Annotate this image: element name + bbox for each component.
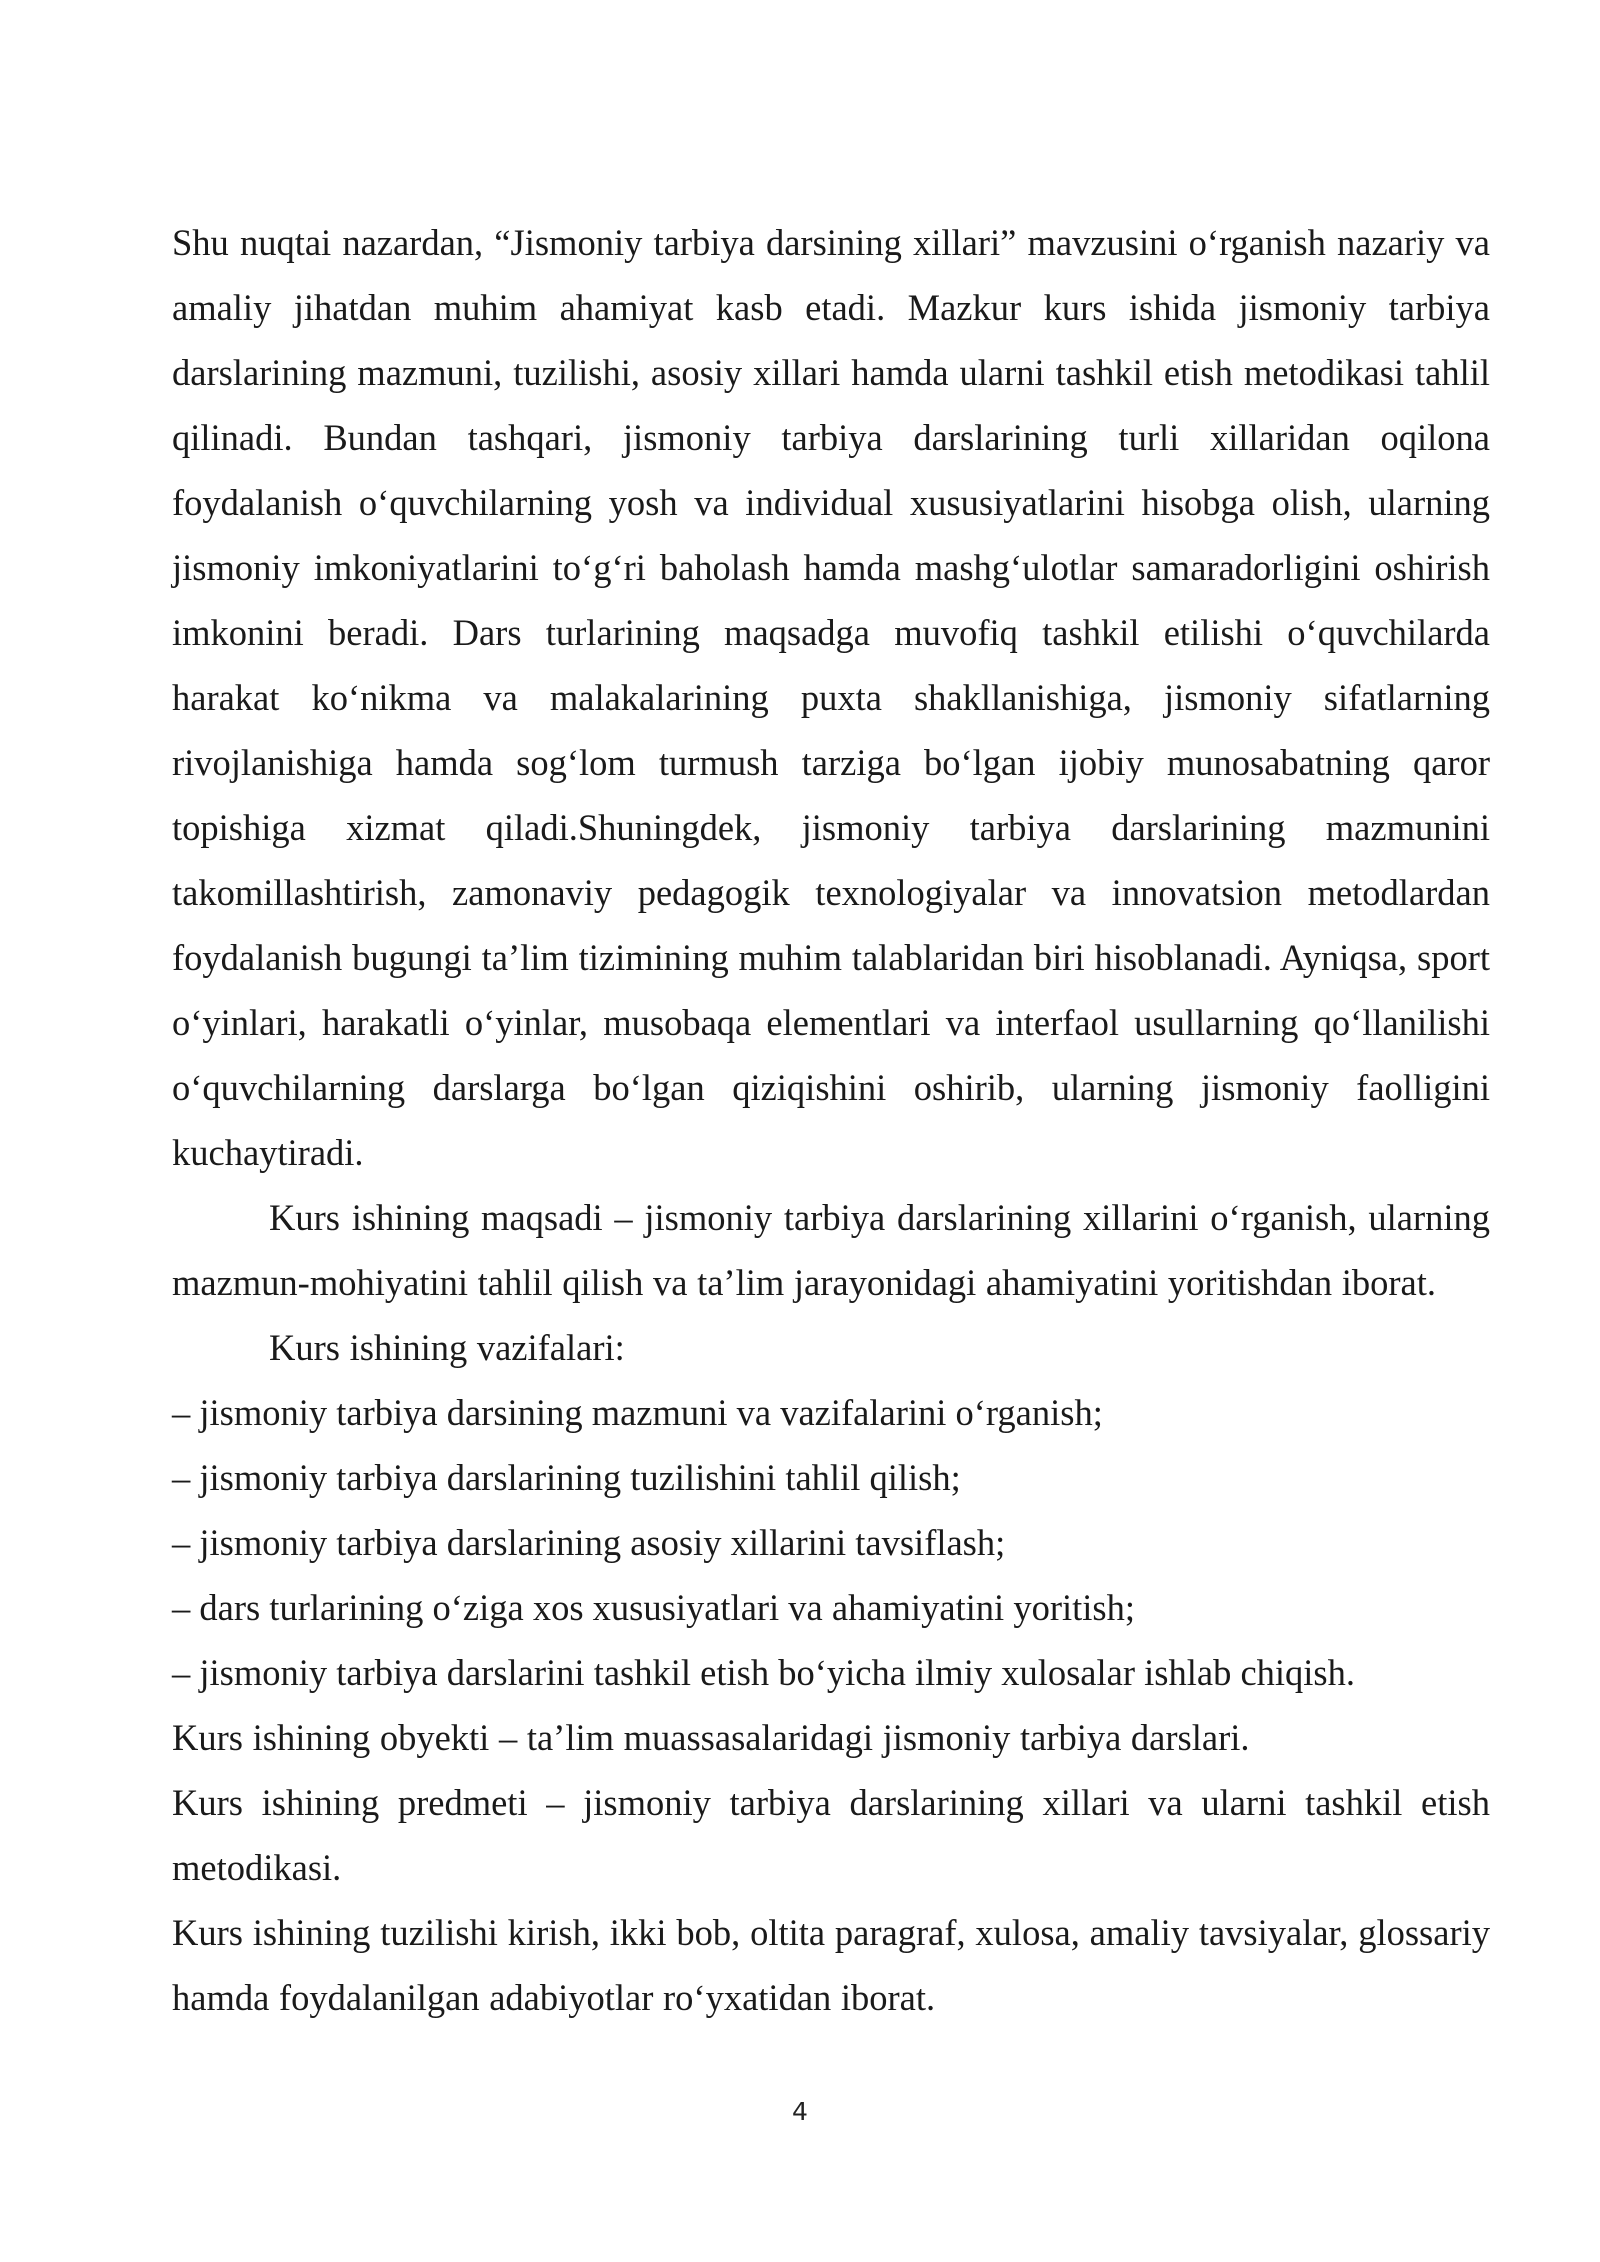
object-paragraph: Kurs ishining obyekti – ta’lim muassasalaridagi jismoniy tarbiya darslari. (172, 1717, 1250, 1758)
tasks-heading: Kurs ishining vazifalari: (269, 1327, 625, 1368)
document-body (172, 210, 1490, 2030)
task-item: – jismoniy tarbiya darslarini tashkil etish bo‘yicha ilmiy xulosalar ishlab chiqish. (172, 1652, 1356, 1693)
task-item: – dars turlarining o‘ziga xos xususiyatlari va ahamiyatini yoritish; (172, 1587, 1135, 1628)
purpose-paragraph: Kurs ishining maqsadi – jismoniy tarbiya darslarining xillarini o‘rganish, ularning mazmun-mohiyatini tahlil qilish va ta’lim jarayonidagi ahamiyatini yoritishdan iborat. (172, 1197, 1490, 1303)
task-item: – jismoniy tarbiya darsining mazmuni va vazifalarini o‘rganish; (172, 1392, 1103, 1433)
task-item: – jismoniy tarbiya darslarining asosiy xillarini tavsiflash; (172, 1522, 1006, 1563)
intro-paragraph: Shu nuqtai nazardan, “Jismoniy tarbiya darsining xillari” mavzusini o‘rganish nazariy va amaliy jihatdan muhim ahamiyat kasb etadi. Mazkur kurs ishida jismoniy tarbiya darslarining mazmuni, tuzilishi, asosiy xillari hamda ularni tashkil etish metodikasi tahlil qilinadi. Bundan tashqari, jismoniy tarbiya darslarining turli xillaridan oqilona foydalanish o‘quvchilarning yosh va individual xususiyatlarini hisobga olish, ularning jismoniy imkoniyatlarini to‘g‘ri baholash hamda mashg‘ulotlar samaradorligini oshirish imkonini beradi. Dars turlarining maqsadga muvofiq tashkil etilishi o‘quvchilarda harakat ko‘nikma va malakalarining puxta shakllanishiga, jismoniy sifatlarning rivojlanishiga hamda sog‘lom turmush tarziga bo‘lgan ijobiy munosabatning qaror topishiga xizmat qiladi.Shuningdek, jismoniy tarbiya darslarining mazmunini takomillashtirish, zamonaviy pedagogik texnologiyalar va innovatsion metodlardan foydalanish bugungi ta’lim tizimining muhim talablaridan biri hisoblanadi. Ayniqsa, sport o‘yinlari, harakatli o‘yinlar, musobaqa elementlari va interfaol usullarning qo‘llanilishi o‘quvchilarning darslarga bo‘lgan qiziqishini oshirib, ularning jismoniy faolligini kuchaytiradi. (172, 222, 1490, 1173)
task-item: – jismoniy tarbiya darslarining tuzilishini tahlil qilish; (172, 1457, 961, 1498)
page-number: 4 (792, 2097, 808, 2126)
subject-paragraph: Kurs ishining predmeti – jismoniy tarbiya darslarining xillari va ularni tashkil etish metodikasi. (172, 1782, 1490, 1888)
tasks-list (172, 1380, 1490, 1705)
structure-paragraph: Kurs ishining tuzilishi kirish, ikki bob, oltita paragraf, xulosa, amaliy tavsiyalar, glossariy hamda foydalanilgan adabiyotlar ro‘yxatidan iborat. (172, 1912, 1490, 2018)
